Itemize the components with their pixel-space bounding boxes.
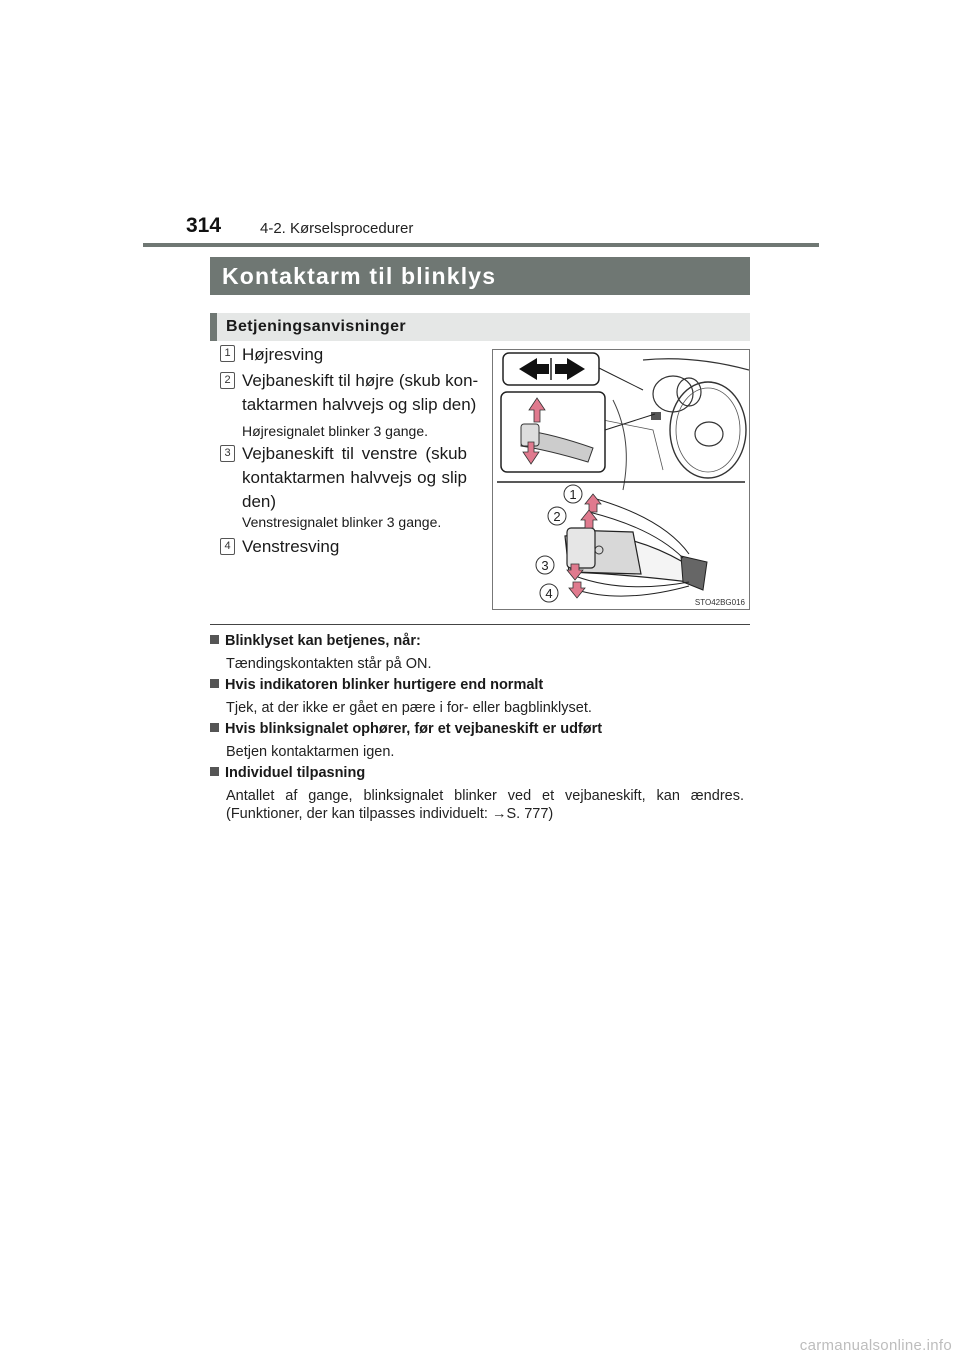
callout-4-label: 4 bbox=[545, 586, 553, 601]
motion-arrow-2 bbox=[581, 510, 597, 528]
section-divider bbox=[210, 624, 750, 625]
bullet-3-body: Betjen kontaktarmen igen. bbox=[226, 744, 395, 760]
bullet-square-icon bbox=[210, 635, 219, 644]
bullet-4-body-line-2: (Funktioner, der kan tilpasses individuelt: →S. 777) bbox=[226, 806, 554, 822]
step-2-text-line-2: taktarmen halvvejs og slip den) bbox=[242, 395, 477, 414]
bullet-1-body: Tændingskontakten står på ON. bbox=[226, 656, 432, 672]
bullet-square-icon bbox=[210, 679, 219, 688]
subtitle-accent bbox=[210, 313, 217, 341]
bullet-4-body-line-1: Antallet af gange, blinksignalet blinker ved et vejbaneskift, kan ændres. bbox=[226, 788, 744, 804]
bullet-1-heading: Blinklyset kan betjenes, når: bbox=[210, 633, 421, 649]
page-number: 314 bbox=[186, 214, 222, 237]
motion-arrow-1 bbox=[585, 494, 601, 512]
step-4-number: 4 bbox=[220, 538, 235, 555]
step-3-number: 3 bbox=[220, 445, 235, 462]
header-rule bbox=[143, 243, 819, 247]
title-bar bbox=[210, 257, 750, 295]
steering-wheel-icon bbox=[670, 382, 746, 478]
callout-1-label: 1 bbox=[569, 487, 577, 502]
bullet-2-heading: Hvis indikatoren blinker hurtigere end normalt bbox=[210, 677, 543, 693]
bullet-2-body: Tjek, at der ikke er gået en pære i for- eller bagblinklyset. bbox=[226, 700, 592, 716]
step-2-text-line-1: Vejbaneskift til højre (skub kon- bbox=[242, 371, 479, 390]
page-title: Kontaktarm til blinklys bbox=[222, 263, 497, 289]
gauge-cluster bbox=[653, 376, 693, 412]
step-1-number: 1 bbox=[220, 345, 235, 362]
subtitle: Betjeningsanvisninger bbox=[226, 318, 406, 335]
lever-inset bbox=[501, 392, 605, 472]
step-4-text: Venstresving bbox=[242, 537, 340, 556]
step-1-text: Højresving bbox=[242, 345, 324, 364]
bullet-4-heading: Individuel tilpasning bbox=[210, 765, 365, 781]
section-reference: 4-2. Kørselsprocedurer bbox=[260, 220, 414, 237]
turn-signal-lever-illustration bbox=[492, 349, 750, 610]
step-3-text-line-2: kontaktarmen halvvejs og slip bbox=[242, 468, 467, 487]
step-3-text-line-3: den) bbox=[242, 492, 277, 511]
step-3-note: Venstresignalet blinker 3 gange. bbox=[242, 514, 442, 530]
watermark: carmanualsonline.info bbox=[799, 1337, 952, 1354]
step-3-text-line-1: Vejbaneskift til venstre (skub bbox=[242, 444, 467, 463]
bullet-square-icon bbox=[210, 767, 219, 776]
step-2-number: 2 bbox=[220, 372, 235, 389]
figure-drawing bbox=[493, 350, 749, 609]
step-2-note: Højresignalet blinker 3 gange. bbox=[242, 423, 428, 439]
figure-code: STO42BG016 bbox=[694, 598, 745, 607]
subtitle-bar bbox=[210, 313, 750, 341]
callout-3-label: 3 bbox=[541, 558, 549, 573]
motion-arrow-4 bbox=[569, 582, 585, 598]
dashboard-line bbox=[643, 359, 749, 370]
bullet-3-heading: Hvis blinksignalet ophører, før et vejbaneskift er udført bbox=[210, 721, 602, 737]
bullet-square-icon bbox=[210, 723, 219, 732]
callout-2-label: 2 bbox=[553, 509, 561, 524]
